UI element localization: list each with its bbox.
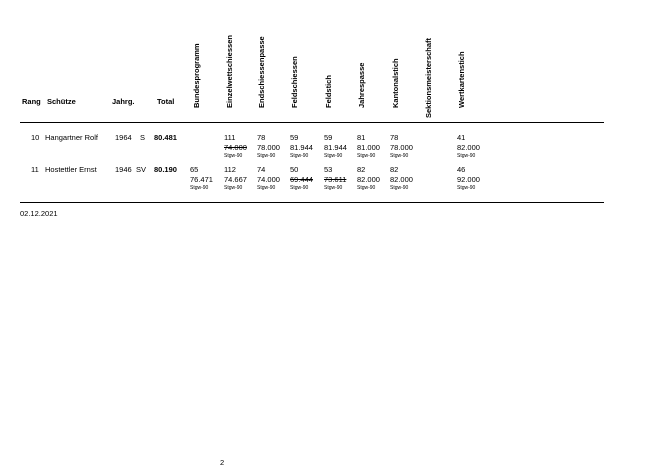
jp-points: 82 (357, 165, 366, 174)
ews-score: 74.000 (224, 143, 247, 152)
shooter-name: Hostettler Ernst (45, 165, 97, 174)
bp-weapon: Stgw-90 (190, 185, 209, 191)
fst-cell (324, 133, 347, 159)
header-jahrespasse: Jahrespasse (357, 62, 366, 108)
esp-points: 78 (257, 133, 266, 142)
ks-points: 82 (390, 165, 399, 174)
jp-weapon: Stgw-90 (357, 185, 376, 191)
jp-weapon: Stgw-90 (357, 153, 376, 159)
jp-points: 81 (357, 133, 366, 142)
wks-points: 46 (457, 165, 466, 174)
wks-score: 92.000 (457, 175, 480, 184)
shooter-name: Hangartner Rolf (45, 133, 98, 142)
ews-weapon: Stgw-90 (224, 185, 243, 191)
ews-points: 112 (224, 165, 236, 174)
birth-year: 1964 (115, 133, 132, 142)
jp-cell (357, 165, 380, 191)
wks-score: 82.000 (457, 143, 480, 152)
header-feldschiessen: Feldschiessen (290, 56, 299, 108)
esp-cell (257, 165, 280, 191)
header-jahrg: Jahrg. (112, 97, 135, 106)
footer-rule (20, 202, 604, 203)
category: SV (136, 165, 147, 174)
wks-cell (457, 165, 480, 191)
jp-score: 81.000 (357, 143, 380, 152)
esp-weapon: Stgw-90 (257, 153, 276, 159)
ks-cell (390, 133, 413, 159)
header-kantonalstich: Kantonalstich (391, 58, 400, 108)
ks-weapon: Stgw-90 (390, 185, 409, 191)
ews-cell (224, 133, 247, 159)
esp-score: 74.000 (257, 175, 280, 184)
fs-score: 81.944 (290, 143, 313, 152)
print-date: 02.12.2021 (20, 209, 58, 218)
header-rang: Rang (22, 97, 41, 106)
fst-weapon: Stgw-90 (324, 185, 343, 191)
wks-weapon: Stgw-90 (457, 185, 476, 191)
fst-points: 59 (324, 133, 333, 142)
fs-weapon: Stgw-90 (290, 153, 309, 159)
header-total: Total (157, 97, 175, 106)
header-feldstich: Feldstich (324, 75, 333, 108)
wks-weapon: Stgw-90 (457, 153, 476, 159)
ews-points: 111 (224, 133, 236, 142)
fs-weapon: Stgw-90 (290, 185, 309, 191)
fst-score: 81.944 (324, 143, 347, 152)
total-value: 80.481 (154, 133, 177, 142)
esp-points: 74 (257, 165, 266, 174)
header-schuetze: Schütze (47, 97, 76, 106)
fst-cell (324, 165, 346, 191)
fs-cell (290, 133, 313, 159)
header-wertkartenstich: Wertkartenstich (457, 51, 466, 108)
jp-cell (357, 133, 380, 159)
fst-weapon: Stgw-90 (324, 153, 343, 159)
header-bundesprogramm: Bundesprogramm (192, 43, 201, 108)
ks-score: 82.000 (390, 175, 413, 184)
wks-points: 41 (457, 133, 466, 142)
fs-points: 59 (290, 133, 299, 142)
ews-weapon: Stgw-90 (224, 153, 243, 159)
ews-cell (224, 165, 247, 191)
page-number: 2 (220, 458, 225, 467)
ks-weapon: Stgw-90 (390, 153, 409, 159)
esp-weapon: Stgw-90 (257, 185, 276, 191)
esp-cell (257, 133, 280, 159)
bp-score: 76.471 (190, 175, 213, 184)
header-endschiessenpasse: Endschiessenpasse (257, 36, 266, 108)
ks-cell (390, 165, 413, 191)
jp-score: 82.000 (357, 175, 380, 184)
ews-score: 74.667 (224, 175, 247, 184)
ks-points: 78 (390, 133, 399, 142)
fst-score: 73.611 (324, 175, 347, 184)
rang-value: 11 (31, 165, 39, 174)
wks-cell (457, 133, 480, 159)
fst-points: 53 (324, 165, 333, 174)
category: S (140, 133, 146, 142)
header-sektionsmeisterschaft: Sektionsmeisterschaft (424, 37, 433, 118)
rang-value: 10 (31, 133, 40, 142)
bp-cell (190, 165, 213, 191)
ks-score: 78.000 (390, 143, 413, 152)
header-einzelwettschiessen: Einzelwettschiessen (225, 35, 234, 108)
bp-points: 65 (190, 165, 199, 174)
fs-score: 69.444 (290, 175, 313, 184)
fs-points: 50 (290, 165, 299, 174)
esp-score: 78.000 (257, 143, 280, 152)
total-value: 80.190 (154, 165, 177, 174)
birth-year: 1946 (115, 165, 132, 174)
fs-cell (290, 165, 313, 191)
header-rule (20, 122, 604, 123)
